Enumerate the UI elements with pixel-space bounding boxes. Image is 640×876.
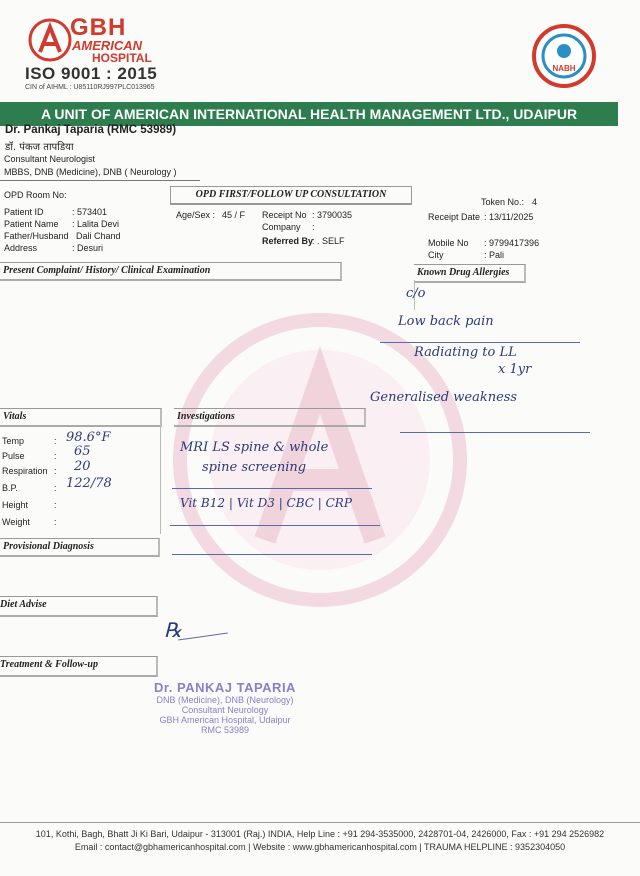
city-label: City	[428, 250, 444, 260]
receipt-date-label: Receipt Date	[428, 212, 481, 222]
receipt-date: 13/11/2025	[489, 212, 534, 222]
pen-line	[380, 342, 580, 343]
age-sex-value: 45 / F	[222, 210, 246, 220]
pulse-label: Pulse	[2, 451, 25, 461]
bp-label: B.P.	[2, 483, 18, 493]
referred-by: . SELF	[317, 236, 345, 246]
pen-line	[172, 554, 372, 555]
referred-by-label: Referred By	[262, 236, 314, 246]
token-label: Token No.:	[481, 197, 525, 207]
bp-value: 122/78	[66, 476, 112, 491]
cin-number: CIN of AIHML : U85110RJ997PLC013965	[25, 84, 155, 91]
handwritten-investigation: MRI LS spine & whole	[180, 440, 329, 455]
opd-room-label: OPD Room No:	[4, 190, 67, 200]
stamp-qualification: DNB (Medicine), DNB (Neurology)	[156, 695, 294, 705]
pen-line	[172, 488, 372, 489]
doctor-stamp	[140, 680, 310, 735]
pulse-value: 65	[74, 444, 91, 459]
stamp-hospital: GBH American Hospital, Udaipur	[159, 715, 291, 725]
city-value: Pali	[489, 250, 505, 260]
treatment-heading: Treatment & Follow-up	[0, 659, 98, 670]
nabh-label: NABH	[552, 64, 576, 73]
receipt-no: 3790035	[317, 210, 353, 220]
patient-id-label: Patient ID	[4, 207, 44, 217]
provisional-diagnosis-heading: Provisional Diagnosis	[3, 541, 94, 552]
treatment-section	[0, 656, 158, 677]
temp-value: 98.6°F	[66, 430, 111, 445]
footer-divider	[0, 822, 640, 823]
handwritten-note: Low back pain	[398, 314, 494, 329]
footer-address: 101, Kothi, Bagh, Bhatt Ji Ki Bari, Udaipur - 313001 (Raj.) INDIA, Help Line : +91 294-3535000, 2428701-04, 2426000, Fax : +91 294 2526982	[35, 829, 605, 839]
logo-text-hospital: HOSPITAL	[92, 51, 152, 65]
weight-label: Weight	[2, 517, 30, 527]
footer-contact: Email : contact@gbhamericanhospital.com | Website : www.gbhamericanhospital.com | TRAUMA HELPLINE : 9352304050	[74, 842, 566, 852]
logo-text-gbh: GBH	[70, 14, 127, 41]
complaint-section	[0, 262, 342, 281]
respiration-label: Respiration	[2, 466, 48, 476]
address-value: Desuri	[77, 243, 104, 253]
divider	[160, 424, 161, 534]
mobile-number: 9799417396	[489, 238, 540, 248]
complaint-heading: Present Complaint/ History/ Clinical Examination	[3, 265, 211, 276]
patient-name: Lalita Devi	[77, 219, 120, 229]
diet-advise-heading: Diet Advise	[0, 599, 47, 610]
address-label: Address	[4, 243, 38, 253]
investigations-section	[174, 408, 366, 427]
diet-advise-section	[0, 596, 158, 617]
gbh-logo-icon	[28, 18, 72, 62]
nabh-seal-icon	[532, 24, 596, 88]
logo-text-american: AMERICAN	[72, 38, 143, 53]
allergies-heading: Known Drug Allergies	[417, 267, 510, 278]
handwritten-note: Generalised weakness	[370, 390, 518, 405]
handwritten-rx: ℞	[164, 618, 182, 642]
stamp-name: Dr. PANKAJ TAPARIA	[154, 680, 296, 695]
investigations-heading: Investigations	[177, 411, 235, 422]
height-label: Height	[2, 500, 29, 510]
handwritten-investigation: Vit B12 | Vit D3 | CBC | CRP	[180, 496, 352, 510]
vitals-section	[0, 408, 162, 427]
hospital-banner: A UNIT OF AMERICAN INTERNATIONAL HEALTH MANAGEMENT LTD., UDAIPUR	[0, 102, 618, 126]
pen-line	[178, 633, 228, 641]
handwritten-note: Radiating to LL	[414, 345, 517, 360]
receipt-no-label: Receipt No	[262, 210, 307, 220]
stamp-rmc: RMC 53989	[200, 725, 250, 735]
age-sex-label: Age/Sex :	[176, 210, 216, 220]
iso-certification: ISO 9001 : 2015	[25, 64, 158, 83]
doctor-name: Dr. Pankaj Taparia (RMC 53989)	[5, 124, 177, 136]
handwritten-note: c/o	[406, 286, 426, 301]
temp-label: Temp	[2, 436, 25, 446]
provisional-diagnosis-section	[0, 538, 160, 557]
consultation-title: OPD FIRST/FOLLOW UP CONSULTATION	[195, 189, 387, 200]
father-husband-label: Father/Husband	[4, 231, 69, 241]
handwritten-investigation: spine screening	[202, 460, 307, 475]
divider	[0, 180, 200, 181]
patient-name-label: Patient Name	[4, 219, 59, 229]
mobile-label: Mobile No	[428, 238, 469, 248]
stamp-designation: Consultant Neurology	[181, 705, 269, 715]
vitals-heading: Vitals	[3, 411, 27, 422]
handwritten-note: x 1yr	[498, 362, 532, 377]
doctor-qualification: MBBS, DNB (Medicine), DNB ( Neurology )	[4, 167, 177, 177]
token-value: 4	[532, 197, 538, 207]
doctor-designation: Consultant Neurologist	[4, 154, 96, 164]
pen-line	[400, 432, 590, 433]
father-husband-name: Dali Chand	[76, 231, 121, 241]
doctor-name-hindi: डॉ. पंकज तापडिया	[5, 142, 74, 153]
allergies-section	[414, 264, 526, 283]
consultation-title-box	[170, 186, 412, 205]
patient-id: 573401	[77, 207, 108, 217]
pen-line	[170, 525, 380, 526]
company-label: Company	[262, 222, 301, 232]
respiration-value: 20	[74, 459, 91, 474]
